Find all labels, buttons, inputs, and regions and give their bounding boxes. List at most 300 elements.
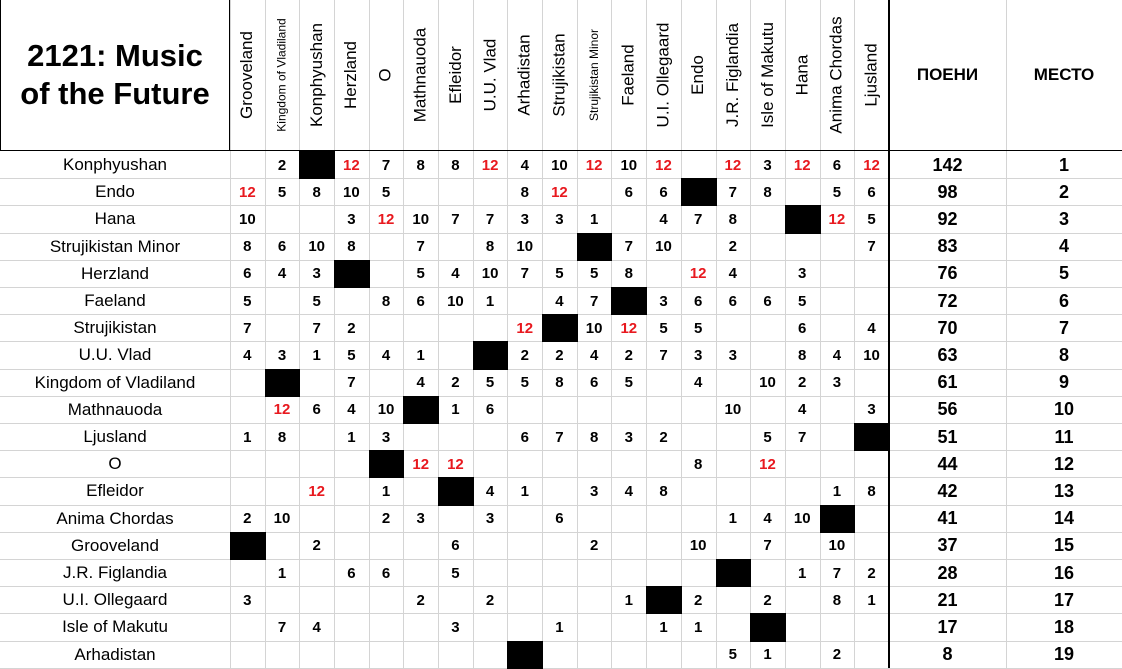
score-cell: 7 (763, 537, 772, 555)
score-cell: 7 (416, 238, 425, 256)
score-cell: 6 (867, 183, 876, 201)
score-cell: 2 (381, 510, 391, 528)
score-cell: 10 (724, 401, 742, 419)
score-cell: 3 (589, 482, 599, 500)
score-cell: 6 (347, 564, 356, 582)
score-cell: 1 (763, 646, 772, 664)
score-cell: 7 (277, 618, 287, 636)
total-points: 8 (942, 644, 953, 665)
score-cell: 4 (867, 319, 876, 337)
score-cell: 4 (347, 401, 356, 419)
score-cell: 3 (347, 210, 356, 228)
score-cell: 6 (693, 292, 703, 310)
score-cell: 3 (416, 510, 425, 528)
score-cell: 3 (555, 210, 564, 228)
score-cell: 12 (620, 319, 638, 337)
header-bottom-border (0, 150, 1122, 151)
place-rank: 9 (1058, 372, 1069, 393)
score-cell: 1 (243, 428, 252, 446)
self-vote-block (403, 396, 439, 424)
self-vote-block (507, 641, 543, 669)
column-header (716, 0, 751, 150)
total-points: 42 (937, 480, 958, 501)
score-cell: 4 (277, 265, 287, 283)
score-cell: 4 (763, 510, 772, 528)
score-cell: 12 (343, 156, 360, 174)
score-cell: 1 (416, 346, 425, 364)
column-header-label: Efleidor (445, 46, 465, 104)
score-cell: 2 (416, 591, 425, 609)
score-cell: 8 (347, 238, 356, 256)
score-cell: 12 (308, 482, 326, 500)
score-cell: 2 (798, 374, 807, 392)
score-cell: 6 (416, 292, 425, 310)
column-header-label: J.R. Figlandia (722, 23, 742, 127)
score-cell: 12 (551, 183, 568, 201)
score-cell: 1 (277, 564, 287, 582)
score-cell: 6 (555, 510, 564, 528)
score-cell: 3 (763, 156, 772, 174)
total-points: 44 (937, 453, 958, 474)
score-cell: 12 (828, 210, 846, 228)
score-cell: 5 (243, 292, 252, 310)
column-header-label: Faeland (618, 44, 638, 106)
row-country-name: Kingdom of Vladiland (34, 372, 196, 392)
score-cell: 1 (589, 210, 599, 228)
column-header-label: Isle of Makutu (757, 22, 777, 128)
score-cell: 2 (347, 319, 356, 337)
column-header (334, 0, 369, 150)
score-cell: 4 (659, 210, 668, 228)
score-cell: 10 (516, 238, 534, 256)
total-points: 61 (937, 372, 958, 393)
score-cell: 8 (728, 210, 738, 228)
score-cell: 4 (416, 374, 425, 392)
total-points: 56 (937, 399, 958, 420)
self-vote-block (299, 151, 335, 179)
self-vote-block (785, 205, 821, 233)
score-cell: 10 (620, 156, 638, 174)
score-cell: 2 (589, 537, 599, 555)
column-header (820, 0, 855, 150)
score-cell: 10 (308, 238, 326, 256)
score-cell: 2 (728, 238, 738, 256)
score-cell: 7 (347, 374, 356, 392)
row-country-name: Endo (95, 182, 135, 202)
column-header-label: Strujikistan Minor (587, 28, 602, 122)
score-cell: 7 (243, 319, 252, 337)
score-cell: 8 (693, 455, 703, 473)
score-cell: 2 (485, 591, 495, 609)
score-cell: 10 (585, 319, 603, 337)
place-rank: 14 (1053, 508, 1075, 529)
place-rank: 15 (1053, 535, 1075, 556)
score-cell: 2 (555, 346, 564, 364)
row-country-name: Hana (94, 209, 136, 229)
score-cell: 5 (520, 374, 529, 392)
score-cell: 8 (520, 183, 529, 201)
column-header (438, 0, 473, 150)
score-cell: 1 (798, 564, 807, 582)
place-rank: 6 (1058, 290, 1069, 311)
score-cell: 12 (377, 210, 395, 228)
score-cell: 7 (520, 265, 529, 283)
place-rank: 19 (1053, 644, 1075, 665)
score-cell: 7 (728, 183, 738, 201)
score-cell: 12 (412, 455, 430, 473)
score-cell: 5 (763, 428, 772, 446)
column-header-label: Arhadistan (514, 34, 534, 116)
self-vote-block (820, 505, 856, 533)
score-cell: 12 (759, 455, 776, 473)
score-cell: 12 (447, 455, 464, 473)
score-cell: 2 (832, 646, 842, 664)
column-header-label: Grooveland (237, 31, 257, 119)
score-cell: 7 (589, 292, 599, 310)
column-header (403, 0, 438, 150)
place-rank: 5 (1058, 263, 1069, 284)
score-cell: 10 (481, 265, 499, 283)
row-country-name: Konphyushan (63, 155, 167, 175)
score-cell: 8 (555, 374, 564, 392)
score-cell: 12 (655, 156, 672, 174)
self-vote-block (265, 369, 301, 397)
place-rank: 13 (1053, 480, 1075, 501)
score-cell: 7 (624, 238, 633, 256)
score-cell: 2 (520, 346, 529, 364)
score-cell: 10 (551, 156, 568, 174)
score-cell: 8 (659, 482, 668, 500)
column-header (265, 0, 300, 150)
score-cell: 10 (689, 537, 707, 555)
total-points: 142 (932, 154, 963, 175)
score-cell: 5 (277, 183, 287, 201)
score-cell: 8 (381, 292, 391, 310)
place-rank: 3 (1058, 208, 1069, 229)
score-cell: 1 (659, 618, 668, 636)
score-cell: 8 (624, 265, 633, 283)
score-cell: 8 (243, 238, 252, 256)
score-cell: 5 (624, 374, 633, 392)
column-header-label: U.U. Vlad (480, 38, 500, 112)
total-points: 51 (937, 426, 958, 447)
score-cell: 5 (451, 564, 460, 582)
row-country-name: Herzland (80, 263, 150, 283)
score-cell: 12 (481, 156, 499, 174)
score-cell: 3 (693, 346, 703, 364)
score-cell: 10 (238, 210, 256, 228)
score-cell: 2 (659, 428, 668, 446)
place-rank: 1 (1058, 154, 1069, 175)
total-points: 98 (937, 181, 958, 202)
score-cell: 3 (520, 210, 529, 228)
total-points: 63 (937, 344, 958, 365)
score-cell: 6 (624, 183, 633, 201)
column-header-label: Mathnauoda (410, 27, 430, 123)
score-cell: 4 (624, 482, 633, 500)
row-country-name: Faeland (84, 291, 146, 311)
score-cell: 1 (693, 618, 703, 636)
column-header-label: Konphyushan (306, 23, 326, 127)
score-cell: 6 (659, 183, 668, 201)
total-points: 28 (937, 562, 958, 583)
score-cell: 5 (347, 346, 356, 364)
score-cell: 12 (793, 156, 811, 174)
score-cell: 2 (624, 346, 633, 364)
page-title: 2121: Music of the Future (20, 38, 210, 111)
score-cell: 4 (485, 482, 495, 500)
self-vote-block (611, 287, 647, 315)
score-cell: 1 (485, 292, 495, 310)
place-rank: 12 (1053, 453, 1075, 474)
column-header-label: O (376, 68, 396, 82)
self-vote-block (542, 314, 578, 342)
score-cell: 1 (381, 482, 391, 500)
score-cell: 5 (312, 292, 321, 310)
place-rank: 10 (1053, 399, 1075, 420)
column-header-label: Anima Chordas (826, 16, 846, 134)
score-cell: 6 (728, 292, 738, 310)
score-cell: 4 (381, 346, 391, 364)
score-cell: 12 (585, 156, 603, 174)
score-cell: 12 (516, 319, 534, 337)
total-points: 83 (937, 236, 958, 257)
score-cell: 1 (451, 401, 460, 419)
score-cell: 1 (728, 510, 738, 528)
score-cell: 7 (832, 564, 842, 582)
total-points: 21 (937, 589, 958, 610)
score-cell: 12 (238, 183, 256, 201)
score-cell: 5 (485, 374, 495, 392)
column-header-label: Kingdom of Vladiland (275, 18, 290, 132)
row-country-name: O (108, 454, 122, 474)
score-cell: 7 (312, 319, 321, 337)
score-cell: 8 (867, 482, 876, 500)
score-cell: 2 (451, 374, 460, 392)
row-country-name: Strujikistan Minor (49, 236, 181, 256)
column-header (230, 0, 265, 150)
total-points: 41 (937, 508, 958, 529)
total-points: 76 (937, 263, 958, 284)
place-rank: 17 (1053, 589, 1075, 610)
score-cell: 2 (312, 537, 321, 555)
score-cell: 6 (763, 292, 772, 310)
score-cell: 8 (763, 183, 772, 201)
row-country-name: Efleidor (86, 481, 144, 501)
score-cell: 10 (828, 537, 846, 555)
score-cell: 4 (312, 618, 321, 636)
column-header-label: U.I. Ollegaard (653, 22, 673, 128)
score-cell: 12 (689, 265, 707, 283)
self-vote-block (854, 423, 890, 451)
column-header (577, 0, 612, 150)
score-cell: 3 (451, 618, 460, 636)
score-cell: 3 (624, 428, 633, 446)
score-cell: 1 (520, 482, 529, 500)
column-header (542, 0, 577, 150)
score-cell: 10 (655, 238, 672, 256)
score-cell: 2 (243, 510, 252, 528)
column-header (681, 0, 716, 150)
score-cell: 7 (555, 428, 564, 446)
row-country-name: Ljusland (83, 427, 147, 447)
score-cell: 12 (273, 401, 291, 419)
self-vote-block (681, 178, 717, 206)
score-cell: 10 (343, 183, 360, 201)
column-header-label: Ljusland (861, 43, 881, 107)
column-header-label: Hana (792, 54, 812, 96)
score-cell: 7 (659, 346, 668, 364)
score-cell: 10 (793, 510, 811, 528)
score-cell: 3 (312, 265, 321, 283)
place-header: МЕСТО (1033, 65, 1095, 84)
column-header (646, 0, 681, 150)
score-cell: 10 (412, 210, 430, 228)
score-cell: 7 (867, 238, 876, 256)
score-cell: 8 (798, 346, 807, 364)
score-cell: 2 (277, 156, 287, 174)
score-cell: 3 (659, 292, 668, 310)
self-vote-block (750, 613, 786, 641)
row-country-name: Anima Chordas (56, 508, 174, 528)
score-cell: 3 (485, 510, 495, 528)
column-header (369, 0, 404, 150)
row-country-name: U.U. Vlad (78, 345, 152, 365)
score-cell: 5 (381, 183, 391, 201)
place-rank: 18 (1053, 616, 1075, 637)
score-cell: 8 (832, 591, 842, 609)
score-cell: 8 (589, 428, 599, 446)
score-cell: 6 (485, 401, 495, 419)
score-cell: 12 (724, 156, 742, 174)
score-cell: 10 (863, 346, 880, 364)
column-header (854, 0, 889, 150)
score-cell: 4 (589, 346, 599, 364)
score-cell: 3 (277, 346, 287, 364)
total-points: 37 (937, 535, 958, 556)
score-cell: 1 (624, 591, 633, 609)
score-cell: 1 (312, 346, 321, 364)
score-cell: 5 (416, 265, 425, 283)
row-country-name: Isle of Makutu (62, 617, 168, 637)
score-cell: 4 (451, 265, 460, 283)
score-cell: 3 (381, 428, 391, 446)
score-cell: 6 (589, 374, 599, 392)
score-cell: 4 (728, 265, 738, 283)
score-cell: 6 (312, 401, 321, 419)
score-cell: 4 (243, 346, 252, 364)
place-rank: 8 (1058, 344, 1069, 365)
score-cell: 5 (659, 319, 668, 337)
place-rank: 4 (1058, 236, 1069, 257)
score-cell: 5 (728, 646, 738, 664)
place-rank: 16 (1053, 562, 1075, 583)
column-header-label: Herzland (341, 40, 361, 110)
score-cell: 2 (763, 591, 772, 609)
total-points: 92 (937, 208, 958, 229)
row-country-name: J.R. Figlandia (63, 563, 167, 583)
score-cell: 1 (832, 482, 842, 500)
score-cell: 1 (867, 591, 876, 609)
score-cell: 6 (832, 156, 842, 174)
score-cell: 10 (447, 292, 464, 310)
score-cell: 8 (485, 238, 495, 256)
score-cell: 6 (243, 265, 252, 283)
score-cell: 8 (277, 428, 287, 446)
self-vote-block (716, 559, 752, 587)
column-header (299, 0, 334, 150)
score-cell: 3 (243, 591, 252, 609)
score-cell: 4 (693, 374, 703, 392)
row-country-name: Arhadistan (74, 644, 156, 664)
score-cell: 7 (381, 156, 391, 174)
score-cell: 4 (520, 156, 529, 174)
score-cell: 1 (347, 428, 356, 446)
title-right-border (229, 0, 230, 150)
score-cell: 3 (798, 265, 807, 283)
score-cell: 7 (798, 428, 807, 446)
score-cell: 5 (693, 319, 703, 337)
self-vote-block (473, 341, 509, 369)
score-cell: 6 (277, 238, 287, 256)
column-header (473, 0, 508, 150)
row-country-name: U.I. Ollegaard (62, 590, 168, 610)
column-header (785, 0, 820, 150)
self-vote-block (230, 532, 266, 560)
score-cell: 1 (555, 618, 564, 636)
score-cell: 5 (589, 265, 599, 283)
column-header-label: Strujikistan (549, 33, 569, 117)
score-cell: 3 (867, 401, 876, 419)
sheet-left-border (0, 0, 1, 150)
total-points: 72 (937, 290, 958, 311)
score-cell: 8 (416, 156, 425, 174)
score-cell: 7 (485, 210, 495, 228)
score-cell: 4 (798, 401, 807, 419)
row-country-name: Mathnauoda (67, 399, 163, 419)
score-cell: 5 (867, 210, 876, 228)
score-cell: 3 (832, 374, 842, 392)
place-rank: 11 (1054, 426, 1074, 447)
total-points-header: ПОЕНИ (916, 65, 979, 84)
score-cell: 8 (312, 183, 321, 201)
row-country-name: Strujikistan (73, 318, 157, 338)
score-cell: 4 (555, 292, 564, 310)
score-cell: 5 (798, 292, 807, 310)
place-rank: 2 (1058, 181, 1069, 202)
column-header (507, 0, 542, 150)
column-header (611, 0, 646, 150)
total-points: 17 (937, 616, 958, 637)
self-vote-block (369, 450, 405, 478)
score-cell: 6 (520, 428, 529, 446)
score-cell: 6 (381, 564, 391, 582)
score-cell: 6 (798, 319, 807, 337)
score-cell: 2 (867, 564, 876, 582)
score-cell: 8 (451, 156, 460, 174)
score-cell: 2 (693, 591, 703, 609)
score-cell: 7 (693, 210, 703, 228)
total-points: 70 (937, 317, 958, 338)
score-cell: 6 (451, 537, 460, 555)
self-vote-block (577, 233, 613, 261)
column-header (750, 0, 785, 150)
score-cell: 10 (273, 510, 291, 528)
score-cell: 12 (863, 156, 880, 174)
row-country-name: Grooveland (71, 535, 159, 555)
place-rank: 7 (1058, 317, 1069, 338)
score-cell: 4 (832, 346, 842, 364)
